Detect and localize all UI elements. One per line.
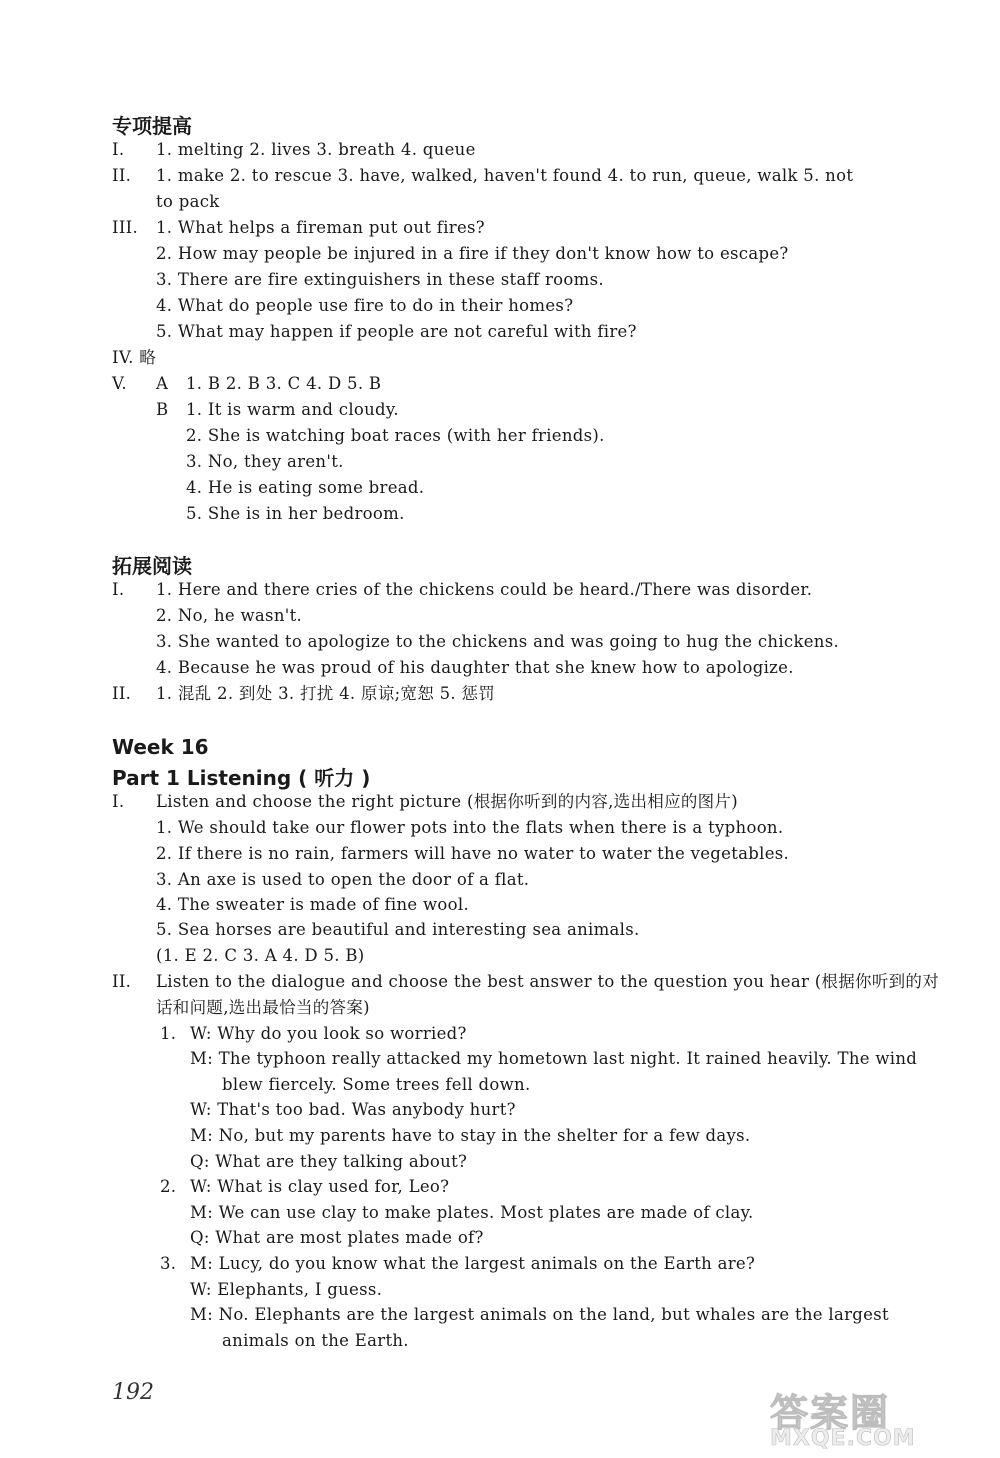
page-number: 192 (112, 1380, 154, 1405)
dialogue-row (160, 1177, 450, 1197)
question-number: II. (112, 684, 132, 703)
question-number: II. (112, 972, 132, 991)
script-text: 1. We should take our flower pots into the flats when there is a typhoon. (156, 818, 784, 837)
question-number: III. (112, 218, 138, 237)
part-title: Part 1 Listening ( 听力 ) (112, 766, 371, 790)
answer-text: 4. Because he was proud of his daughter that she knew how to apologize. (156, 658, 794, 677)
script-text: 4. The sweater is made of fine wool. (156, 895, 470, 914)
week-title: Week 16 (112, 735, 209, 759)
answer-row (112, 140, 476, 160)
watermark-logo (770, 1382, 988, 1452)
answer-row (112, 348, 156, 368)
question-number: II. (112, 166, 132, 185)
answer-key: (1. E 2. C 3. A 4. D 5. B) (156, 946, 365, 965)
answer-text: 1. What helps a fireman put out fires? (156, 218, 485, 237)
answer-row (156, 400, 399, 420)
section-title-special-improvement: 专项提高 (112, 114, 192, 138)
dialogue-line: M: Lucy, do you know what the largest animals on the Earth are? (190, 1254, 756, 1273)
answer-row (112, 684, 496, 704)
answer-text: 3. She wanted to apologize to the chickens and was going to hug the chickens. (156, 632, 840, 651)
dialogue-row (160, 1024, 467, 1044)
dialogue-line: M: The typhoon really attacked my hometown last night. It rained heavily. The wind (190, 1049, 918, 1068)
watermark-bottom-text: MXQE.COM (770, 1426, 916, 1451)
answer-text: 1. 混乱 2. 到处 3. 打扰 4. 原谅;宽恕 5. 惩罚 (156, 684, 496, 703)
answer-text: 3. There are fire extinguishers in these staff rooms. (156, 270, 604, 289)
part-label-a: A (156, 374, 169, 393)
answer-row (112, 166, 854, 186)
answer-text: 2. How may people be injured in a fire if they don't know how to escape? (156, 244, 789, 263)
answer-row (112, 580, 813, 600)
dialogue-line-continued: blew fiercely. Some trees fell down. (222, 1075, 531, 1094)
question-number: I. (112, 792, 125, 811)
dialogue-number: 1. (160, 1024, 177, 1043)
instruction-text: Listen and choose the right picture (根据你听到的内容,选出相应的图片) (156, 792, 739, 811)
question-number: I. (112, 140, 125, 159)
answer-text-continued: to pack (156, 192, 220, 211)
script-text: 5. Sea horses are beautiful and interesting sea animals. (156, 920, 640, 939)
answer-row (112, 374, 382, 394)
answer-text: 5. She is in her bedroom. (186, 504, 405, 523)
question-number: IV. (112, 348, 134, 367)
dialogue-number: 3. (160, 1254, 177, 1273)
dialogue-line: M: No. Elephants are the largest animals on the land, but whales are the largest (190, 1305, 889, 1324)
section-title-extended-reading: 拓展阅读 (112, 554, 192, 578)
answer-text: 1. It is warm and cloudy. (186, 400, 399, 419)
answer-text: 4. What do people use fire to do in their homes? (156, 296, 574, 315)
dialogue-line: W: Why do you look so worried? (190, 1024, 467, 1043)
question-number: I. (112, 580, 125, 599)
answer-text: 2. No, he wasn't. (156, 606, 303, 625)
instruction-text-continued: 话和问题,选出最恰当的答案) (156, 998, 370, 1017)
answer-text: 5. What may happen if people are not careful with fire? (156, 322, 637, 341)
dialogue-line: W: What is clay used for, Leo? (190, 1177, 450, 1196)
dialogue-number: 2. (160, 1177, 177, 1196)
answer-row (112, 792, 739, 812)
part-label-b: B (156, 400, 169, 419)
dialogue-line: M: No, but my parents have to stay in the shelter for a few days. (190, 1126, 751, 1145)
answer-text: 略 (139, 348, 157, 367)
dialogue-line: W: That's too bad. Was anybody hurt? (190, 1100, 516, 1119)
answer-row (112, 972, 940, 992)
watermark-top-text: 答案圈 (770, 1391, 891, 1435)
answer-text: 1. melting 2. lives 3. breath 4. queue (156, 140, 476, 159)
dialogue-question: Q: What are most plates made of? (190, 1228, 484, 1247)
dialogue-line: W: Elephants, I guess. (190, 1280, 383, 1299)
answer-text: 1. B 2. B 3. C 4. D 5. B (186, 374, 382, 393)
answer-text: 1. make 2. to rescue 3. have, walked, haven't found 4. to run, queue, walk 5. not (156, 166, 854, 185)
answer-text: 2. She is watching boat races (with her friends). (186, 426, 605, 445)
script-text: 2. If there is no rain, farmers will have no water to water the vegetables. (156, 844, 790, 863)
dialogue-line-continued: animals on the Earth. (222, 1331, 409, 1350)
script-text: 3. An axe is used to open the door of a flat. (156, 870, 530, 889)
answer-row (112, 218, 485, 238)
dialogue-line: M: We can use clay to make plates. Most plates are made of clay. (190, 1203, 754, 1222)
answer-text: 4. He is eating some bread. (186, 478, 425, 497)
instruction-text: Listen to the dialogue and choose the best answer to the question you hear (根据你听到的对 (156, 972, 940, 991)
answer-text: 3. No, they aren't. (186, 452, 344, 471)
question-number: V. (112, 374, 127, 393)
dialogue-question: Q: What are they talking about? (190, 1152, 468, 1171)
answer-text: 1. Here and there cries of the chickens could be heard./There was disorder. (156, 580, 813, 599)
dialogue-row (160, 1254, 756, 1274)
